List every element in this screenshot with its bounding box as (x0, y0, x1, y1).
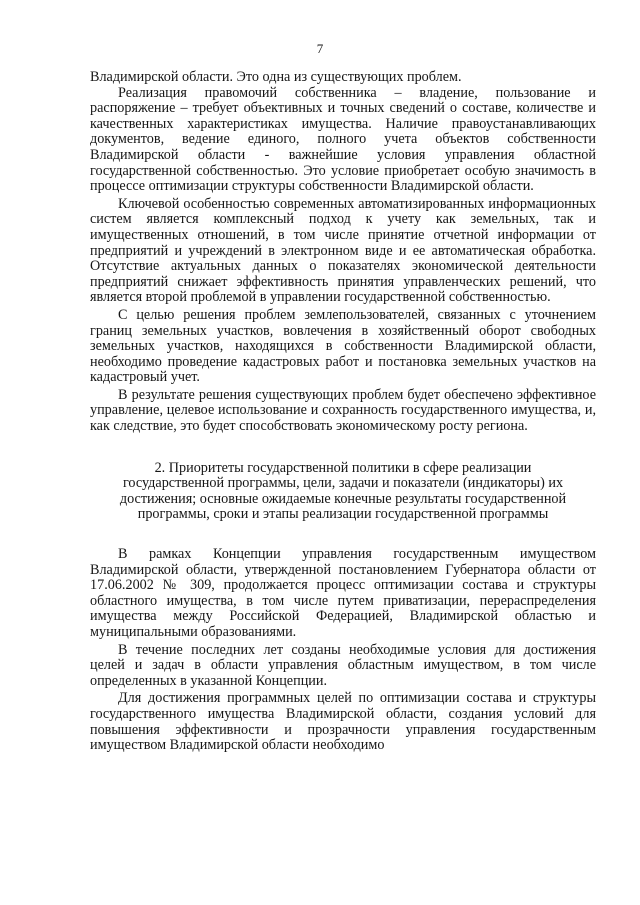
document-body (90, 70, 596, 754)
paragraph-7: В течение последних лет созданы необходимые условия для достижения целей и задач в области управления областным имуществом, в том числе определенных в указанной Концепции. (90, 641, 596, 689)
paragraph-8: Для достижения программных целей по оптимизации состава и структуры государственного имущества Владимирской области, создания условий для повышения эффективности и прозрачности управления государственным имуществом Владимирской области необходимо (90, 690, 596, 754)
paragraph-5: В результате решения существующих проблем будет обеспечено эффективное управление, целевое использование и сохранность государственного имущества, и, как следствие, это будет способствовать экономическому росту региона. (90, 386, 596, 435)
paragraph-6: В рамках Концепции управления государственным имуществом Владимирской области, утвержденной постановлением Губернатора области от 17.06.2002 № 309, продолжается процесс оптимизации состава и структуры областного имущества, в том числе путем приватизации, перераспределения имущества между Российской Федерацией, Владимирской областью и муниципальными образованиями. (90, 546, 596, 640)
page-number: 7 (316, 41, 324, 56)
paragraph-3: Ключевой особенностью современных автоматизированных информационных систем является комплексный подход к учету как земельных, так и имущественных отношений, в том числе принятие отчетной информации от предприятий и учреждений в электронном виде и ее автоматическая обработка. Отсутствие актуальных данных о показателях экономической деятельности предприятий снижает эффективность принятия управленческих решений, что является второй проблемой в управлении государственной собственностью. (90, 195, 596, 306)
paragraph-2: Реализация правомочий собственника – владение, пользование и распоряжение – требует объективных и точных сведений о составе, количестве и качественных характеристиках имущества. Наличие правоустанавливающих документов, ведение единого, полного учета объектов собственности Владимирской области - важнейшие условия управления областной государственной собственностью. Это условие приобретает особую значимость в процессе оптимизации структуры собственности Владимирской области. (90, 84, 596, 195)
paragraph-1: Владимирской области. Это одна из существующих проблем. (90, 69, 462, 85)
section-heading: 2. Приоритеты государственной политики в сфере реализации государственной программы, цели, задачи и показатели (индикаторы) их достижения; основные ожидаемые конечные результаты государственной программы, сроки и этапы реализации государственной программы (119, 459, 567, 523)
paragraph-4: С целью решения проблем землепользователей, связанных с уточнением границ земельных участков, вовлечения в хозяйственный оборот свободных земельных участков, находящихся в собственности Владимирской области, необходимо проведение кадастровых работ и постановка земельных участков на кадастровый учет. (90, 306, 596, 386)
